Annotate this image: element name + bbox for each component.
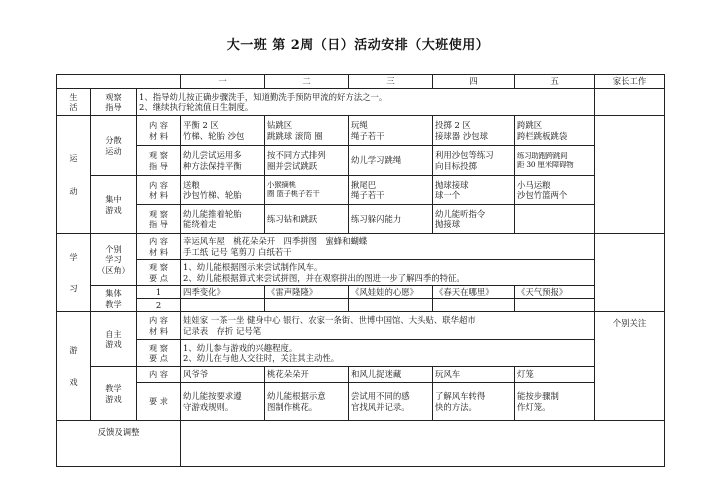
study-individual-observe-row	[57, 260, 665, 286]
parent-work-header: 家长工作	[595, 75, 665, 89]
group-content-thu: 抛球接球 球一个	[433, 176, 515, 205]
free-play-label: 自主 游戏	[91, 312, 137, 367]
scatter-observe-mon: 幼儿尝试运用多 种方法保持平衡	[181, 146, 265, 176]
life-sub-label: 观察 指导	[91, 89, 137, 116]
feedback-content	[181, 421, 665, 467]
group-observe-tue: 练习钻和跳跃	[265, 205, 349, 234]
teach-content-thu: 玩风车	[433, 367, 515, 383]
lesson-fri: 《天气预报》	[515, 286, 595, 299]
scatter-observe-wed: 幼儿学习跳绳	[349, 146, 433, 176]
feedback-label: 反馈及调整	[57, 421, 181, 467]
life-category: 生 活	[57, 89, 91, 116]
observe-points-label: 观 察 要 点	[137, 340, 181, 367]
parent-work-cell	[595, 116, 665, 234]
study-group-row-2	[57, 299, 665, 312]
lesson-number: 1	[137, 286, 181, 299]
teach-content-fri: 灯笼	[515, 367, 595, 383]
teach-content-tue: 桃花朵朵开	[265, 367, 349, 383]
sport-group-content-row	[57, 176, 665, 205]
group-observe-mon: 幼儿能推着轮胎 能绕着走	[181, 205, 265, 234]
group-content-tue: 小猴摘桃 圈 篮子桃子若干	[265, 176, 349, 205]
play-teach-content-row	[57, 367, 665, 383]
teach-content-mon: 风爷爷	[181, 367, 265, 383]
content-label: 内 容	[137, 367, 181, 383]
play-free-content-row	[57, 312, 665, 340]
day-header: 三	[349, 75, 433, 89]
observe-points-label: 观 察 要 点	[137, 260, 181, 286]
scatter-content-wed: 玩绳 绳子若干	[349, 116, 433, 146]
lesson-wed: 《风娃娃的心愿》	[349, 286, 433, 299]
scatter-observe-fri: 练习助跑跨跳间 距 30 厘米障碍物	[515, 146, 595, 176]
life-guidance: 1、指导幼儿按正确步骤洗手，知道勤洗手预防甲流的好方法之一。 2、继续执行轮流值日生制度。	[137, 89, 595, 116]
scatter-observe-thu: 利用沙包等练习 向目标投掷	[433, 146, 515, 176]
page-title: 大一班 第 2周（日）活动安排（大班使用）	[226, 38, 490, 53]
content-material-label: 内 容 材 料	[137, 116, 181, 146]
lesson-empty	[433, 299, 515, 312]
lesson-empty	[349, 299, 433, 312]
content-material-label: 内 容 材 料	[137, 176, 181, 205]
day-header: 四	[433, 75, 515, 89]
requirement-label: 要 求	[137, 383, 181, 421]
lesson-empty	[515, 299, 595, 312]
group-teaching-label: 集体 教学	[91, 286, 137, 312]
scatter-content-tue: 钻跳区 跳跳球 滚筒 圈	[265, 116, 349, 146]
teach-req-thu: 了解风车转得 快的方法。	[433, 383, 515, 421]
schedule-table	[56, 74, 665, 467]
observe-guide-label: 观 察 指 导	[137, 146, 181, 176]
group-content-mon: 送粮 沙包竹梯、轮胎	[181, 176, 265, 205]
lesson-number: 2	[137, 299, 181, 312]
lesson-empty	[265, 299, 349, 312]
parent-note: 个别关注	[595, 312, 665, 421]
content-material-label: 内 容 材 料	[137, 234, 181, 260]
group-content-wed: 揪尾巴 绳子若干	[349, 176, 433, 205]
scatter-content-thu: 投掷 2 区 接球器 沙包球	[433, 116, 515, 146]
study-individual-content-row	[57, 234, 665, 260]
sport-group-observe-row	[57, 205, 665, 234]
day-header: 五	[515, 75, 595, 89]
lesson-thu: 《春天在哪里》	[433, 286, 515, 299]
parent-work-cell	[595, 234, 665, 312]
teach-content-wed: 和风儿捉迷藏	[349, 367, 433, 383]
sport-category: 运 动	[57, 116, 91, 234]
day-header: 一	[181, 75, 265, 89]
teach-req-mon: 幼儿能按要求遵 守游戏规则。	[181, 383, 265, 421]
study-group-row-1	[57, 286, 665, 299]
scatter-content-mon: 平衡 2 区 竹梯、轮胎 沙包	[181, 116, 265, 146]
observe-guide-label: 观 察 指 导	[137, 205, 181, 234]
teach-req-tue: 幼儿能根据示意 图制作桃花。	[265, 383, 349, 421]
parent-work-cell	[595, 89, 665, 116]
sport-scatter-observe-row	[57, 146, 665, 176]
individual-study-content: 幸运风车屋 桃花朵朵开 四季拼图 蜜蜂和蝴蝶 手工纸 记号 笔剪刀 白纸若干	[181, 234, 595, 260]
teach-req-fri: 能按步骤制 作灯笼。	[515, 383, 595, 421]
scatter-sport-label: 分散 运动	[91, 116, 137, 176]
group-content-fri: 小马运粮 沙包竹篮两个	[515, 176, 595, 205]
header-row	[57, 75, 665, 89]
teach-req-wed: 尝试用不同的感 官找风并记录。	[349, 383, 433, 421]
teaching-game-label: 教学 游戏	[91, 367, 137, 421]
individual-study-label: 个别 学习 （区角）	[91, 234, 137, 286]
free-play-content: 娃娃家 一茶一坐 健身中心 银行、农家一条街、世博中国馆、大头贴、联华超市 记录表 存折 记号笔	[181, 312, 595, 340]
play-category: 游 戏	[57, 312, 91, 421]
scatter-content-fri: 跨跳区 跨栏跳板跳袋	[515, 116, 595, 146]
lesson-mon: 四季变化》	[181, 286, 265, 299]
life-row	[57, 89, 665, 116]
header-corner	[57, 75, 181, 89]
lesson-tue: 《雷声隆隆》	[265, 286, 349, 299]
content-material-label: 内 容 材 料	[137, 312, 181, 340]
free-play-observe: 1、幼儿参与游戏的兴趣程度。 2、幼儿在与他人交往时，关注其主动性。	[181, 340, 595, 367]
group-observe-thu: 幼儿能听指令 抛接球	[433, 205, 515, 234]
play-free-observe-row	[57, 340, 665, 367]
day-header: 二	[265, 75, 349, 89]
study-category: 学 习	[57, 234, 91, 312]
individual-study-observe: 1、幼儿能根据图示来尝试制作风车。 2、幼儿能根据算式来尝试拼图，并在观察拼出的图进一步了解四季的特征。	[181, 260, 595, 286]
scatter-observe-tue: 按不同方式排列 圈并尝试跳跃	[265, 146, 349, 176]
group-game-label: 集中 游戏	[91, 176, 137, 234]
lesson-empty	[181, 299, 265, 312]
group-observe-fri	[515, 205, 595, 234]
sport-scatter-content-row	[57, 116, 665, 146]
group-observe-wed: 练习躲闪能力	[349, 205, 433, 234]
feedback-row	[57, 421, 665, 467]
play-teach-req-row	[57, 383, 665, 421]
